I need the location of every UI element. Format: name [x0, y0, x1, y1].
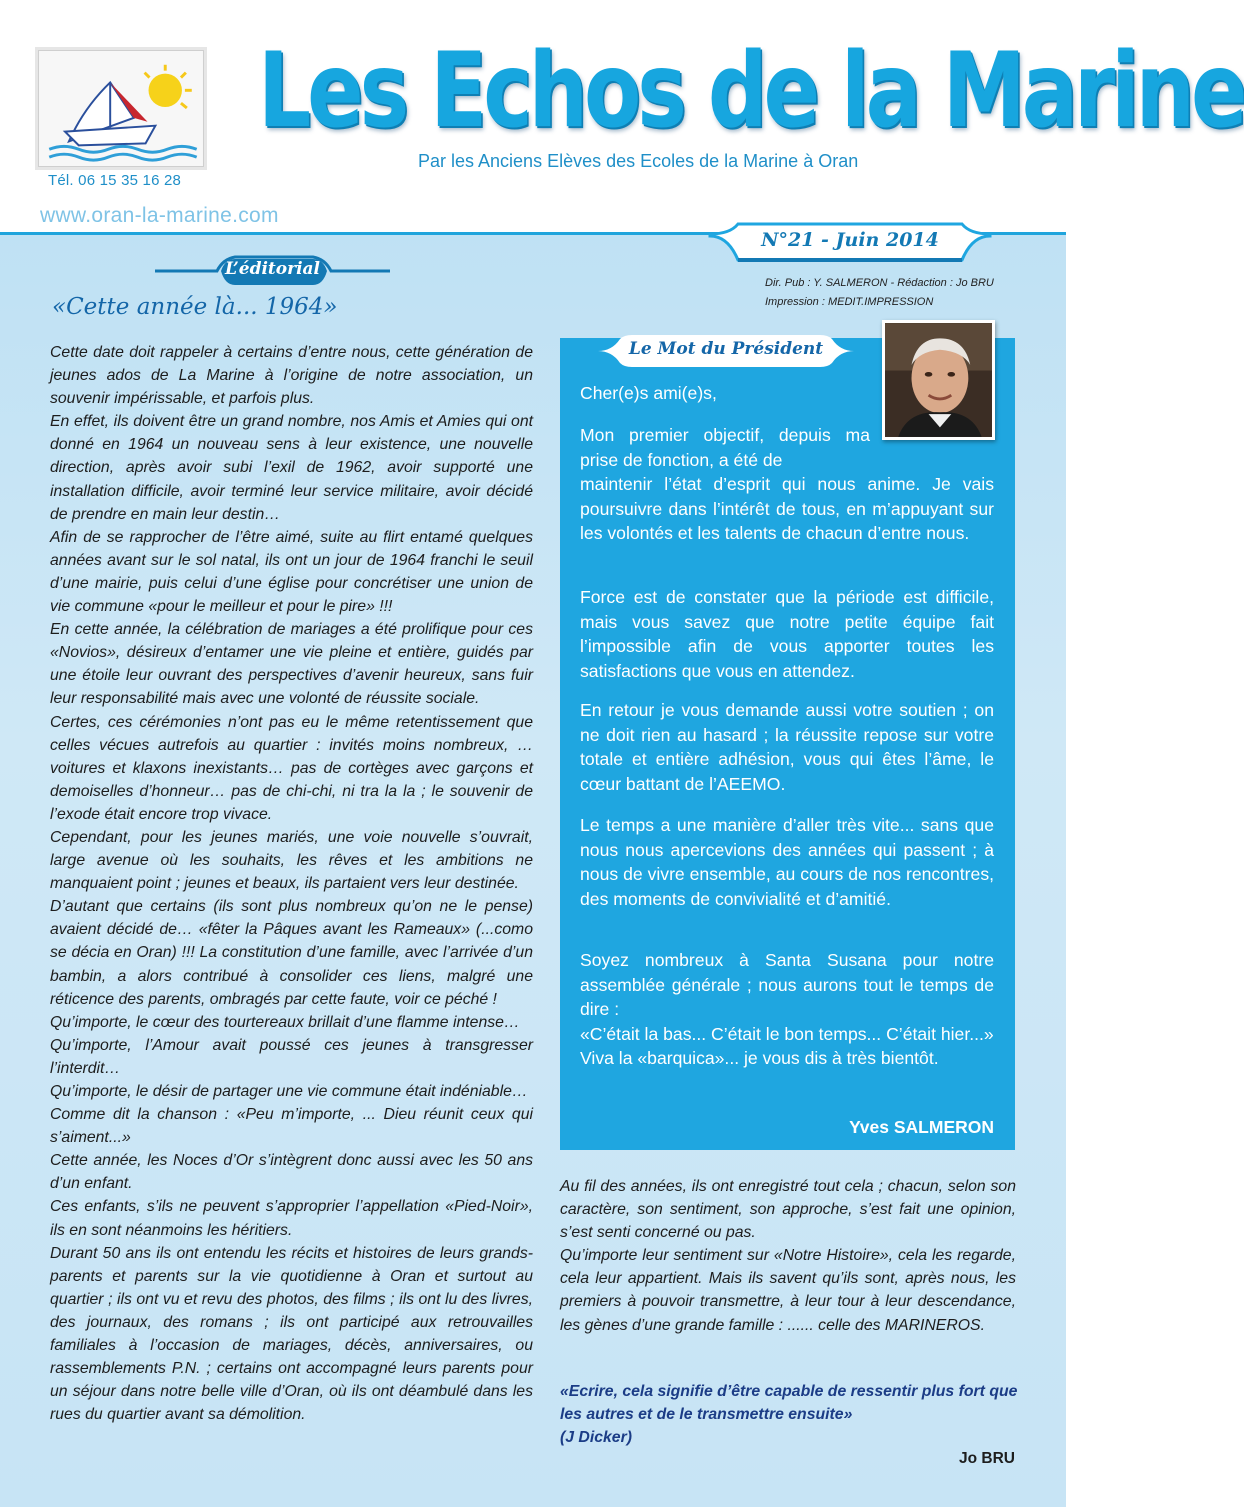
website-link[interactable]: www.oran-la-marine.com [40, 204, 279, 227]
masthead-header [0, 0, 1244, 232]
paragraph: Qu’importe, le cœur des tourtereaux brillait d’une flamme intense… [50, 1013, 520, 1031]
president-paragraph [580, 948, 994, 1071]
paragraph: Cette date doit rappeler à certains d’entre nous, cette génération de jeunes ados de La Marine à l’origine de notre association, un souvenir impérissable, et parfois plus. [50, 344, 533, 408]
editorial-tab [155, 255, 390, 289]
paragraph: En effet, ils doivent être un grand nombre, nos Amis et Amies qui ont donné en 1964 un nouveau sens à leur existence, une nouvelle direction, après avoir subi l’exil de 1962, avoir supporté une installation difficile, avoir terminé leur service militaire, avoir décidé de prendre en main leur destin… [50, 413, 533, 523]
paragraph: Cependant, pour les jeunes mariés, une voie nouvelle s’ouvrait, large avenue où les souhaits, les rêves et les ambitions ne manquaient point ; jeunes et beaux, ils partaient vers leur destinée. [50, 828, 533, 893]
paragraph: En cette année, la célébration de mariages a été prolifique pour ces «Novios», désireux d’entamer une vie pleine et entière, guidés par une étoile leur ouvrant des perspectives d’avenir heureux, sans fuir leur responsabilité mais avec une volonté de réussite sociale. [50, 621, 533, 708]
president-signature: Yves SALMERON [849, 1117, 994, 1137]
president-paragraph: Mon premier objectif, depuis ma prise de fonction, a été de [580, 425, 870, 470]
president-tab [598, 333, 854, 369]
president-greeting: Cher(e)s ami(e)s, [580, 383, 717, 403]
issue-number: N°21 - Juin 2014 [761, 229, 939, 251]
newspaper-subtitle: Par les Anciens Elèves des Ecoles de la Marine à Oran [418, 151, 859, 171]
paragraph: Qu’importe, le désir de partager une vie commune était indéniable… [50, 1083, 528, 1100]
paragraph: Qu’importe leur sentiment sur «Notre Histoire», cela les regarde, cela leur appartient. Mais ils savent qu’ils sont, après nous, les premiers à pouvoir transmettre, à leur tour à leur descendance, les gènes d’une grande famille : ...... celle des MARINEROS. [560, 1247, 1016, 1334]
president-paragraph: En retour je vous demande aussi votre soutien ; on ne doit rien au hasard ; la réussite repose sur votre totale et entière adhésion, vous qui êtes l’âme, le cœur battant de l’AEEMO. [580, 700, 994, 794]
president-paragraph: Force est de constater que la période est difficile, mais vous savez que notre petite équipe fait l’impossible afin de vous apporter toutes les satisfactions que vous en attendez. [580, 587, 994, 681]
paragraph: Qu’importe, l’Amour avait poussé ces jeunes à transgresser l’interdit… [50, 1036, 533, 1077]
closing-quote [560, 1380, 1030, 1449]
issue-banner [710, 220, 990, 268]
paragraph: Cette année, les Noces d’Or s’intègrent donc aussi avec les 50 ans d’un enfant. [50, 1152, 533, 1193]
publication-credits: Dir. Pub : Y. SALMERON - Rédaction : Jo BRU [765, 277, 994, 289]
president-line: Viva la «barquica»... je vous dis à très bientôt. [580, 1048, 939, 1068]
quote-author: (J Dicker) [560, 1429, 632, 1446]
quote-text: «Ecrire, cela signifie d’être capable de ressentir plus fort que les autres et de le transmettre ensuite» [560, 1383, 1018, 1423]
president-paragraph: maintenir l’état d’esprit qui nous anime. Je vais poursuivre dans l’intérêt de tous, en m’appuyant sur les volontés et les talents de chacun d’entre nous. [580, 474, 994, 543]
paragraph: Afin de se rapprocher de l’être aimé, suite au flirt entamé quelques années avant sur le sol natal, ils ont un jour de 1964 franchi le seuil d’une mairie, puis celui d’une église pour concrétiser une union de vie commune «pour le meilleur et pour le pire» !!! [50, 528, 533, 616]
phone-number: Tél. 06 15 35 16 28 [48, 172, 182, 189]
association-logo [38, 50, 204, 167]
editorial-body [50, 341, 533, 1426]
printing-credits: Impression : MEDIT.IMPRESSION [765, 296, 934, 308]
paragraph: Ces enfants, s’ils ne peuvent s’approprier l’appellation «Pied-Noir», ils en sont néanmoins les héritiers. [50, 1198, 533, 1239]
president-label: Le Mot du Président [628, 339, 824, 359]
paragraph: D’autant que certains (ils sont plus nombreux qu’on ne le pense) avaient décidé de… «fêter la Pâques avant les Rameaux» (...como se décia en Oran) !!! La constitution d’une famille, avec l’arrivée d’un bambin, a alors contribué à consolider ces liens, malgré une réticence des parents, ombragés par cette faute, voir ce péché ! [50, 898, 533, 1008]
president-paragraph: Le temps a une manière d’aller très vite... sans que nous nous apercevions des années qui passent ; à nous de vivre ensemble, au cours de nos rencontres, des moments de convivialité et d’amitié. [580, 815, 994, 909]
president-photo [882, 320, 995, 440]
editorial-label: L’éditorial [224, 259, 321, 279]
newspaper-title: Les Echos de la Marine [258, 31, 1244, 151]
editor-signature: Jo BRU [959, 1450, 1015, 1467]
editorial-continuation [560, 1175, 1016, 1337]
paragraph: Durant 50 ans ils ont entendu les récits et histoires de leurs grands-parents et parents sur la vie quotidienne à Oran et surtout au quartier ; ils ont vu et revu des photos, des films ; ils ont lu des livres, des journaux, des romans ; ils ont participé aux retrouvailles familiales à l’occasion de mariages, décès, anniversaires, ou rassemblements P.N. ; certains ont accompagné leurs parents pour un séjour dans notre belle ville d’Oran, où ils ont déambulé dans les rues du quartier avant sa démolition. [50, 1244, 533, 1424]
editorial-title: «Cette année là... 1964» [52, 294, 338, 320]
president-line: Soyez nombreux à Santa Susana pour notre assemblée générale ; nous aurons tout le temps de dire : [580, 950, 994, 1019]
paragraph: Comme dit la chanson : «Peu m’importe, ... Dieu réunit ceux qui s’aiment...» [50, 1106, 533, 1147]
paragraph: Certes, ces cérémonies n’ont pas eu le même retentissement que celles vécues autrefois au quartier : invités moins nombreux, … voitures et klaxons inexistants… pas de cortèges avec garçons et demoiselles d’honneur… pas de chi-chi, ni tra la la ; le souvenir de l’exode était encore trop vivace. [50, 713, 533, 823]
president-line: «C’était la bas... C’était le bon temps... C’était hier...» [580, 1023, 994, 1044]
paragraph: Au fil des années, ils ont enregistré tout cela ; chacun, selon son caractère, son sentiment, son approche, s’est fait une opinion, s’est senti concerné ou pas. [560, 1178, 1016, 1242]
